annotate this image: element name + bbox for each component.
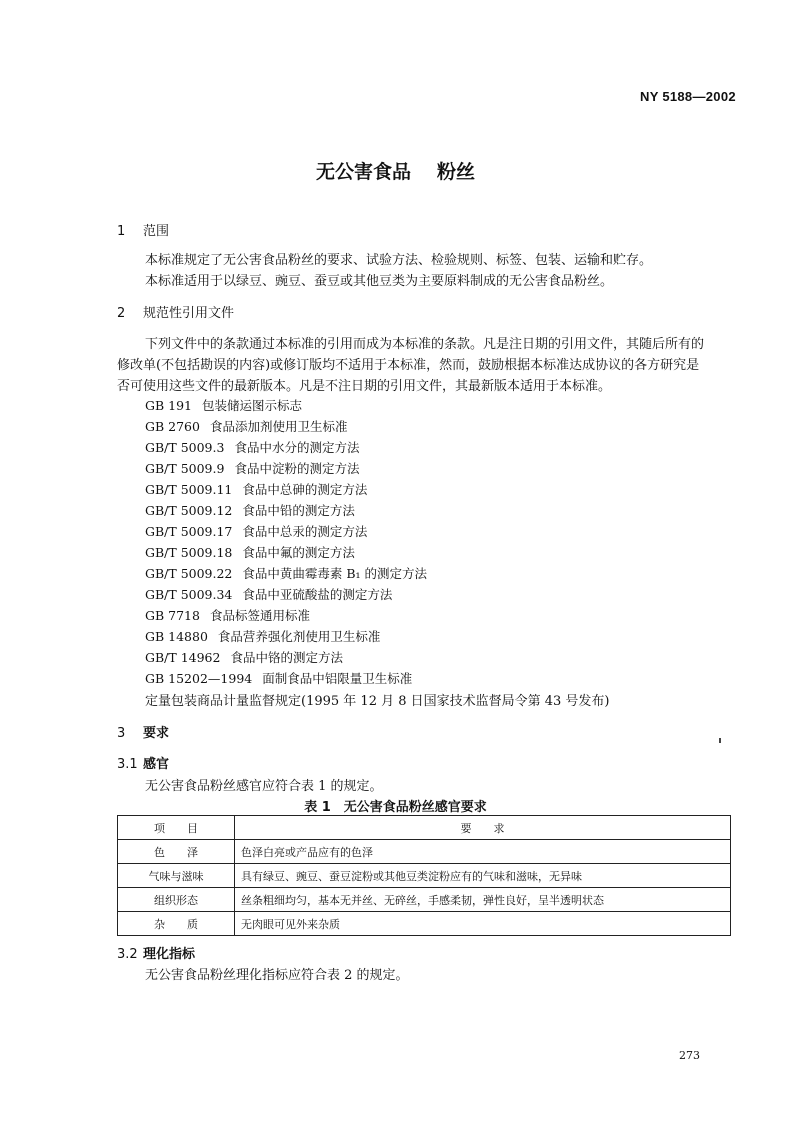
section-title: 要求 xyxy=(143,726,170,741)
reference-code: GB 15202—1994 xyxy=(145,671,253,686)
reference-name: 包装储运图示标志 xyxy=(202,398,303,413)
scan-mark xyxy=(719,738,721,743)
reference-code: GB/T 5009.34 xyxy=(145,587,233,602)
reference-item xyxy=(145,669,412,687)
reference-name: 食品中黄曲霉毒素 B₁ 的测定方法 xyxy=(242,566,428,581)
reference-item xyxy=(145,417,347,435)
section-number: 3.2 xyxy=(117,947,138,962)
reference-name: 食品中铬的测定方法 xyxy=(230,650,343,665)
reference-name: 食品标签通用标准 xyxy=(209,608,310,623)
reference-code: GB 14880 xyxy=(145,629,208,644)
section-1-paragraph-1: 本标准规定了无公害食品粉丝的要求、试验方法、检验规则、标签、包装、运输和贮存。 xyxy=(145,253,653,268)
section-number: 3 xyxy=(117,726,126,741)
reference-name: 食品营养强化剂使用卫生标准 xyxy=(217,629,381,644)
reference-name: 食品中总砷的测定方法 xyxy=(242,482,368,497)
section-3-2-text: 无公害食品粉丝理化指标应符合表 2 的规定。 xyxy=(145,968,409,983)
table-row xyxy=(118,888,731,912)
section-3-1-text: 无公害食品粉丝感官应符合表 1 的规定。 xyxy=(145,779,383,794)
table-row xyxy=(118,912,731,936)
section-2-line-3: 否可使用这些文件的最新版本。凡是不注日期的引用文件，其最新版本适用于本标准。 xyxy=(117,379,612,394)
reference-name: 食品添加剂使用卫生标准 xyxy=(209,419,348,434)
title-part-1: 无公害食品 xyxy=(315,161,411,183)
column-header-requirement: 要 求 xyxy=(235,816,731,840)
reference-item xyxy=(145,564,427,582)
section-1-heading xyxy=(117,220,169,239)
reference-item xyxy=(145,585,392,603)
reference-code: GB/T 5009.22 xyxy=(145,566,233,581)
table-header-row xyxy=(118,816,731,840)
reference-code: GB/T 5009.18 xyxy=(145,545,233,560)
section-1-paragraph-2: 本标准适用于以绿豆、豌豆、蚕豆或其他豆类为主要原料制成的无公害食品粉丝。 xyxy=(145,274,614,289)
reference-name: 食品中水分的测定方法 xyxy=(234,440,360,455)
section-number: 3.1 xyxy=(117,757,138,772)
item-cell: 气味与滋味 xyxy=(118,864,235,888)
reference-code: GB 191 xyxy=(145,398,193,413)
item-cell: 色 泽 xyxy=(118,840,235,864)
reference-item xyxy=(145,606,310,624)
reference-item xyxy=(145,627,380,645)
reference-item xyxy=(145,396,302,414)
sensory-requirements-table xyxy=(117,815,731,936)
column-header-item: 项 目 xyxy=(118,816,235,840)
reference-item xyxy=(145,501,355,519)
requirement-cell: 色泽白亮或产品应有的色泽 xyxy=(235,840,731,864)
reference-name: 食品中淀粉的测定方法 xyxy=(234,461,360,476)
reference-item xyxy=(145,648,343,666)
section-title: 感官 xyxy=(143,757,170,772)
page-number: 273 xyxy=(679,1049,700,1062)
regulation-reference: 定量包装商品计量监督规定(1995 年 12 月 8 日国家技术监督局令第 43 号发布) xyxy=(145,694,610,709)
reference-code: GB/T 5009.3 xyxy=(145,440,225,455)
reference-code: GB/T 5009.11 xyxy=(145,482,233,497)
section-2-heading xyxy=(117,302,234,321)
reference-item xyxy=(145,543,355,561)
section-3-2-heading xyxy=(117,943,195,962)
requirement-cell: 无肉眼可见外来杂质 xyxy=(235,912,731,936)
reference-name: 面制食品中铝限量卫生标准 xyxy=(262,671,413,686)
section-title: 理化指标 xyxy=(143,947,196,962)
requirement-cell: 具有绿豆、豌豆、蚕豆淀粉或其他豆类淀粉应有的气味和滋味，无异味 xyxy=(235,864,731,888)
item-cell: 组织形态 xyxy=(118,888,235,912)
reference-item xyxy=(145,438,359,456)
reference-code: GB 7718 xyxy=(145,608,200,623)
document-title xyxy=(0,157,791,184)
standard-code: NY 5188—2002 xyxy=(640,89,736,104)
reference-item xyxy=(145,522,367,540)
table-row xyxy=(118,864,731,888)
reference-code: GB/T 5009.12 xyxy=(145,503,233,518)
table-row xyxy=(118,840,731,864)
section-number: 1 xyxy=(117,224,126,239)
section-number: 2 xyxy=(117,306,126,321)
section-3-1-heading xyxy=(117,753,169,772)
section-2-line-2: 修改单(不包括勘误的内容)或修订版均不适用于本标准，然而，鼓励根据本标准达成协议的各方研究是 xyxy=(117,358,700,373)
reference-code: GB/T 14962 xyxy=(145,650,221,665)
reference-code: GB/T 5009.9 xyxy=(145,461,225,476)
reference-name: 食品中氟的测定方法 xyxy=(242,545,355,560)
item-cell: 杂 质 xyxy=(118,912,235,936)
table-1-caption: 表 1 无公害食品粉丝感官要求 xyxy=(304,800,487,815)
reference-code: GB/T 5009.17 xyxy=(145,524,233,539)
reference-item xyxy=(145,459,359,477)
section-title: 规范性引用文件 xyxy=(143,306,235,321)
reference-code: GB 2760 xyxy=(145,419,200,434)
reference-item xyxy=(145,480,367,498)
section-3-heading xyxy=(117,722,169,741)
requirement-cell: 丝条粗细均匀，基本无并丝、无碎丝，手感柔韧，弹性良好，呈半透明状态 xyxy=(235,888,731,912)
section-2-line-1: 下列文件中的条款通过本标准的引用而成为本标准的条款。凡是注日期的引用文件，其随后所有的 xyxy=(145,337,705,352)
reference-name: 食品中铅的测定方法 xyxy=(242,503,355,518)
reference-name: 食品中总汞的测定方法 xyxy=(242,524,368,539)
title-part-2: 粉丝 xyxy=(437,161,476,183)
section-title: 范围 xyxy=(143,224,170,239)
reference-name: 食品中亚硫酸盐的测定方法 xyxy=(242,587,393,602)
